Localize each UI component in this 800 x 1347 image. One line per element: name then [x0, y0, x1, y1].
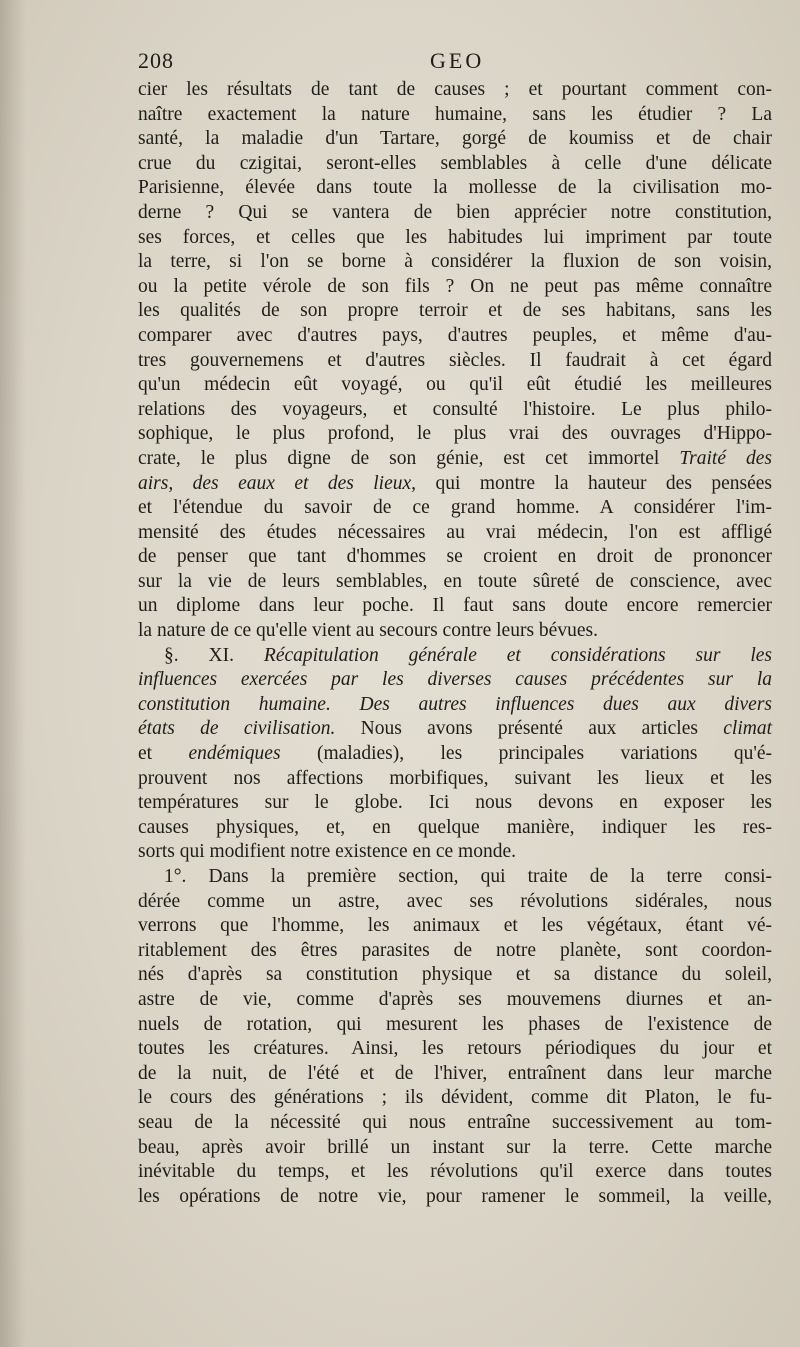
text-segment: et	[138, 743, 189, 765]
text-segment: les qualités de son propre terroir et de ses habitans, sans les	[138, 300, 772, 322]
text-segment: la nature de ce qu'elle vient au secours contre leurs bévues.	[138, 620, 598, 642]
text-line	[138, 767, 772, 792]
text-line	[138, 398, 772, 423]
text-line	[138, 78, 772, 103]
text-segment: un diplome dans leur poche. Il faut sans doute encore remercier	[138, 595, 772, 617]
text-line	[138, 1160, 772, 1185]
text-line	[138, 865, 772, 890]
text-segment: nuels de rotation, qui mesurent les phases de l'existence de	[138, 1013, 772, 1035]
italic-text-segment: airs, des eaux et des lieux,	[138, 472, 417, 494]
text-segment: Nous avons présenté aux articles	[335, 718, 724, 740]
text-line	[138, 963, 772, 988]
text-line	[138, 127, 772, 152]
text-line	[138, 742, 772, 767]
text-segment: la terre, si l'on se borne à considérer la fluxion de son voisin,	[138, 251, 772, 273]
text-line	[138, 201, 772, 226]
text-line	[138, 250, 772, 275]
text-line	[138, 275, 772, 300]
text-segment: prouvent nos affections morbifiques, suivant les lieux et les	[138, 767, 772, 789]
text-segment: qui montre la hauteur des pensées	[416, 472, 772, 494]
text-segment: cier les résultats de tant de causes ; et pourtant comment con-	[138, 79, 772, 100]
text-line	[138, 152, 772, 177]
text-segment: de penser que tant d'hommes se croient en droit de prononcer	[138, 546, 772, 568]
text-line	[138, 939, 772, 964]
page-header	[138, 48, 772, 78]
text-line	[138, 890, 772, 915]
text-line	[138, 1185, 772, 1210]
text-segment: seau de la nécessité qui nous entraîne successivement au tom-	[138, 1111, 772, 1133]
text-segment: beau, après avoir brillé un instant sur la terre. Cette marche	[138, 1136, 772, 1158]
text-line	[138, 373, 772, 398]
text-line	[138, 791, 772, 816]
italic-text-segment: influences exercées par les diverses causes précédentes sur la	[138, 669, 772, 691]
text-line	[138, 349, 772, 374]
text-segment: sur la vie de leurs semblables, en toute sûreté de conscience, avec	[138, 570, 772, 592]
text-line	[138, 1062, 772, 1087]
text-line	[138, 619, 772, 644]
text-segment: sophique, le plus profond, le plus vrai des ouvrages d'Hippo-	[138, 423, 772, 445]
italic-text-segment: endémiques	[188, 743, 281, 765]
text-segment: les opérations de notre vie, pour ramener le sommeil, la veille,	[138, 1185, 772, 1207]
italic-text-segment: constitution humaine. Des autres influences dues aux divers	[138, 693, 772, 715]
text-segment: §. XI.	[164, 644, 264, 666]
italic-text-segment: états de civilisation.	[138, 718, 336, 740]
text-line	[138, 1111, 772, 1136]
text-line	[138, 693, 772, 718]
text-line	[138, 570, 772, 595]
text-segment: crate, le plus digne de son génie, est cet immortel	[138, 447, 680, 469]
text-line	[138, 988, 772, 1013]
text-line	[138, 1037, 772, 1062]
text-line	[138, 299, 772, 324]
text-segment: nés d'après sa constitution physique et sa distance du soleil,	[138, 964, 772, 986]
text-segment: Parisienne, élevée dans toute la mollesse de la civilisation mo-	[138, 177, 772, 199]
text-segment: de la nuit, de l'été et de l'hiver, entraînent dans leur marche	[138, 1062, 772, 1084]
text-line	[138, 324, 772, 349]
text-line	[138, 176, 772, 201]
text-segment: derne ? Qui se vantera de bien apprécier notre constitution,	[138, 201, 772, 223]
text-line	[138, 521, 772, 546]
text-segment: dérée comme un astre, avec ses révolutions sidérales, nous	[138, 890, 772, 912]
text-line	[138, 447, 772, 472]
text-segment: toutes les créatures. Ainsi, les retours périodiques du jour et	[138, 1038, 772, 1060]
text-segment: ritablement des êtres parasites de notre planète, sont coordon-	[138, 939, 772, 961]
running-head: GEO	[430, 48, 485, 73]
text-segment: et l'étendue du savoir de ce grand homme. A considérer l'im-	[138, 497, 772, 519]
text-line	[138, 496, 772, 521]
text-line	[138, 717, 772, 742]
text-line	[138, 545, 772, 570]
text-line	[138, 816, 772, 841]
text-segment: relations des voyageurs, et consulté l'histoire. Le plus philo-	[138, 398, 772, 420]
italic-text-segment: climat	[723, 718, 773, 740]
text-segment: (maladies), les principales variations qu'é-	[280, 743, 772, 765]
text-segment: 1°. Dans la première section, qui traite de la terre consi-	[164, 866, 772, 887]
italic-text-segment: Traité des	[679, 447, 772, 469]
text-line	[138, 226, 772, 251]
text-segment: sorts qui modifient notre existence en ce monde.	[138, 841, 516, 863]
text-segment: ses forces, et celles que les habitudes lui impriment par toute	[138, 226, 772, 248]
text-segment: le cours des générations ; ils dévident, comme dit Platon, le fu-	[138, 1087, 772, 1109]
text-line	[138, 644, 772, 669]
text-line	[138, 840, 772, 865]
text-segment: comparer avec d'autres pays, d'autres peuples, et même d'au-	[138, 324, 772, 346]
text-segment: ou la petite vérole de son fils ? On ne peut pas même connaître	[138, 275, 772, 297]
page-number: 208	[138, 48, 174, 73]
text-line	[138, 1086, 772, 1111]
page-gutter-shadow	[0, 0, 26, 1347]
text-segment: qu'un médecin eût voyagé, ou qu'il eût étudié les meilleures	[138, 374, 772, 396]
text-line	[138, 1013, 772, 1038]
text-segment: crue du czigitai, seront-elles semblables à celle d'une délicate	[138, 152, 772, 174]
text-line	[138, 422, 772, 447]
text-segment: verrons que l'homme, les animaux et les végétaux, étant vé-	[138, 915, 772, 937]
text-line	[138, 594, 772, 619]
text-segment: santé, la maladie d'un Tartare, gorgé de koumiss et de chair	[138, 128, 772, 150]
text-line	[138, 472, 772, 497]
body-text	[138, 78, 772, 1209]
text-segment: naître exactement la nature humaine, sans les étudier ? La	[138, 103, 772, 125]
italic-text-segment: Récapitulation générale et considérations sur les	[263, 644, 772, 666]
text-segment: températures sur le globe. Ici nous devons en exposer les	[138, 792, 772, 814]
text-line	[138, 103, 772, 128]
text-segment: causes physiques, et, en quelque manière, indiquer les res-	[138, 816, 772, 838]
text-segment: astre de vie, comme d'après ses mouvemens diurnes et an-	[138, 988, 772, 1010]
text-segment: mensité des études nécessaires au vrai médecin, l'on est affligé	[138, 521, 772, 543]
text-line	[138, 914, 772, 939]
text-line	[138, 1136, 772, 1161]
text-segment: tres gouvernemens et d'autres siècles. Il faudrait à cet égard	[138, 349, 772, 371]
text-line	[138, 668, 772, 693]
text-segment: inévitable du temps, et les révolutions qu'il exerce dans toutes	[138, 1161, 772, 1183]
